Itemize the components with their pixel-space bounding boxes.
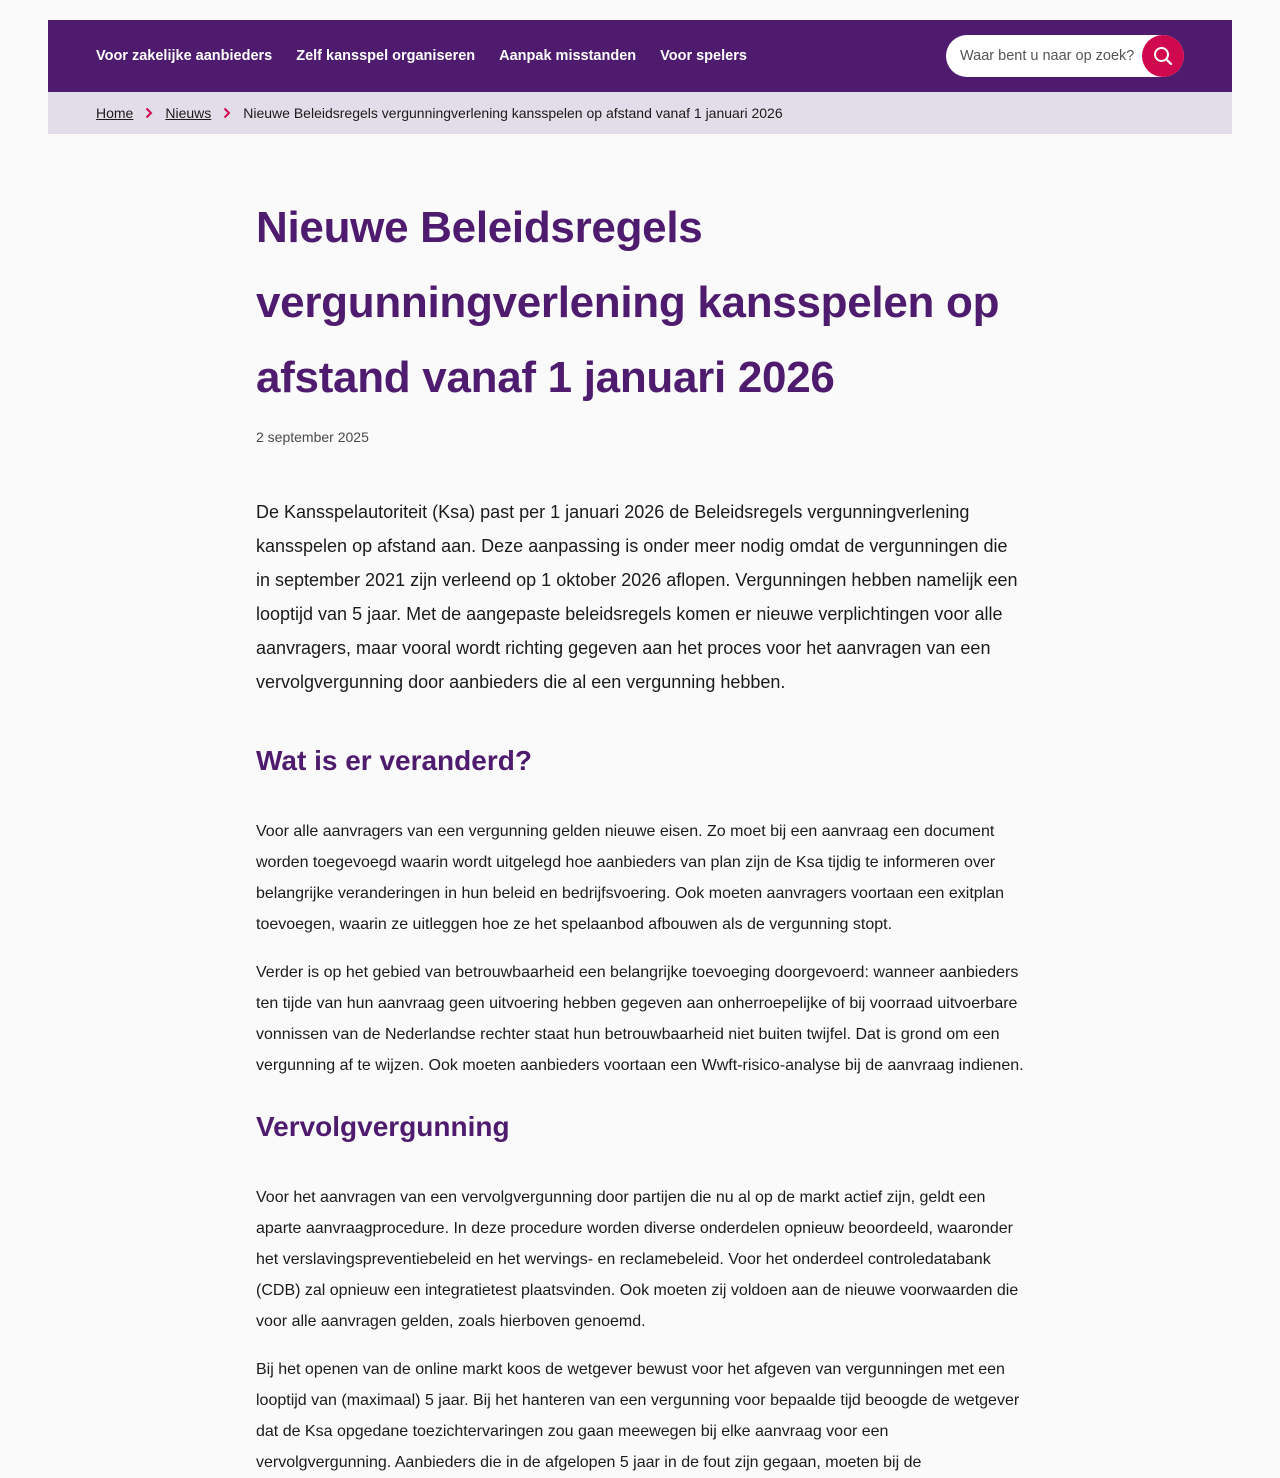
search-box xyxy=(946,35,1184,77)
page-title: Nieuwe Beleidsregels vergunningverlening kansspelen op afstand vanaf 1 januari 2026 xyxy=(256,203,1000,402)
nav-item-zelf-kansspel-organiseren[interactable]: Zelf kansspel organiseren xyxy=(296,48,476,64)
nav-item-voor-spelers[interactable]: Voor spelers xyxy=(660,48,747,64)
section2-paragraph-2: Bij het openen van de online markt koos de wetgever bewust voor het afgeven van vergunningen met een looptijd van (maximaal) 5 jaar. Bij het hanteren van een vergunning voor bepaalde tijd beoogde de wetgever dat de Ksa opgedane toezichtervaringen zou gaan meewegen bij elke aanvraag voor een vervolgvergunning. Aanbieders die in de afgelopen 5 jaar in de fout zijn gegaan, moeten bij de xyxy=(256,1361,1020,1471)
section2-paragraph-1: Voor het aanvragen van een vervolgvergunning door partijen die nu al op de markt actief zijn, geldt een aparte aanvraagprocedure. In deze procedure worden diverse onderdelen opnieuw beoordeeld, waaronder het verslavingspreventiebeleid en het wervings- en reclamebeleid. Voor het onderdeel controledatabank (CDB) zal opnieuw een integratietest plaatsvinden. Ook moeten zij voldoen aan de nieuwe voorwaarden die voor alle aanvragen gelden, zoals hierboven genoemd. xyxy=(256,1189,1019,1330)
breadcrumb-news-link[interactable]: Nieuws xyxy=(165,105,212,121)
chevron-right-icon xyxy=(145,107,153,119)
breadcrumb-current-page: Nieuwe Beleidsregels vergunningverlening kansspelen op afstand vanaf 1 januari 2026 xyxy=(243,105,783,121)
section1-paragraph-2: Verder is op het gebied van betrouwbaarheid een belangrijke toevoeging doorgevoerd: wanneer aanbieders ten tijde van hun aanvraag geen uitvoering hebben gegeven aan onherroepelijke of bij voorraad uitvoerbare vonnissen van de Nederlandse rechter staat hun betrouwbaarheid niet buiten twijfel. Dat is grond om een vergunning af te wijzen. Ook moeten aanbieders voortaan een Wwft-risico-analyse bij de aanvraag indienen. xyxy=(256,964,1024,1074)
main-navigation-bar xyxy=(48,20,1232,92)
page-container xyxy=(48,20,1232,134)
chevron-right-icon xyxy=(223,107,231,119)
section-heading-vervolgvergunning: Vervolgvergunning xyxy=(256,1111,510,1142)
section-heading-wat-is-er-veranderd: Wat is er veranderd? xyxy=(256,745,532,776)
search-icon xyxy=(1152,45,1174,67)
breadcrumb-home-link[interactable]: Home xyxy=(96,105,134,121)
section1-paragraph-1: Voor alle aanvragers van een vergunning gelden nieuwe eisen. Zo moet bij een aanvraag een document worden toegevoegd waarin wordt uitgelegd hoe aanbieders van plan zijn de Ksa tijdig te informeren over belangrijke veranderingen in hun beleid en bedrijfsvoering. Ook moeten aanvragers voortaan een exitplan toevoegen, waarin ze uitleggen hoe ze het spelaanbod afbouwen als de vergunning stopt. xyxy=(256,823,1005,933)
search-input[interactable] xyxy=(958,47,1142,65)
article xyxy=(256,190,1026,1478)
publication-date: 2 september 2025 xyxy=(256,429,369,445)
nav-item-aanpak-misstanden[interactable]: Aanpak misstanden xyxy=(499,48,637,64)
primary-nav xyxy=(96,48,771,64)
nav-item-zakelijke-aanbieders[interactable]: Voor zakelijke aanbieders xyxy=(96,48,273,64)
search-button[interactable] xyxy=(1142,35,1184,77)
article-intro: De Kansspelautoriteit (Ksa) past per 1 januari 2026 de Beleidsregels vergunningverlening kansspelen op afstand aan. Deze aanpassing is onder meer nodig omdat de vergunningen die in september 2021 zijn verleend op 1 oktober 2026 aflopen. Vergunningen hebben namelijk een looptijd van 5 jaar. Met de aangepaste beleidsregels komen er nieuwe verplichtingen voor alle aanvragers, maar vooral wordt richting gegeven aan het proces voor het aanvragen van een vervolgvergunning door aanbieders die al een vergunning hebben. xyxy=(256,502,1018,692)
breadcrumb xyxy=(48,92,1232,134)
